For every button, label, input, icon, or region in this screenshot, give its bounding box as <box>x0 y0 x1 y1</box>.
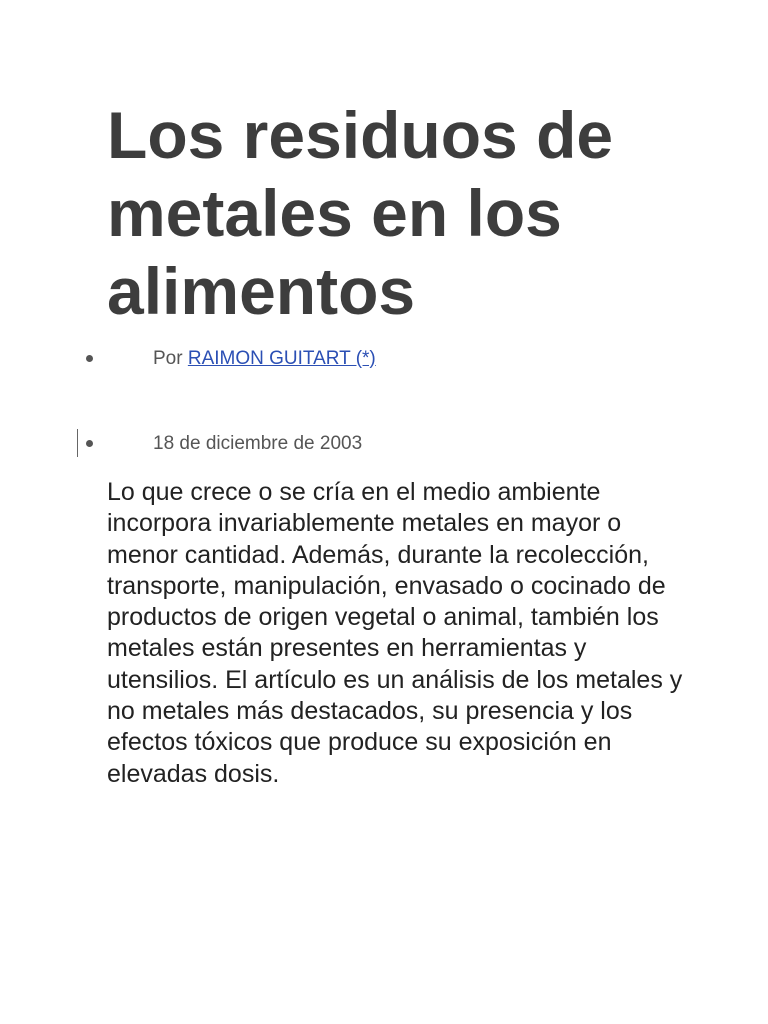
article-title: Los residuos de metales en los alimentos <box>107 98 614 328</box>
bullet-icon <box>86 440 93 447</box>
byline-prefix: Por <box>153 348 188 369</box>
date-item <box>0 432 768 456</box>
byline-item <box>0 347 768 371</box>
author-link[interactable]: RAIMON GUITART (*) <box>187 348 376 369</box>
text-cursor-icon <box>77 429 78 457</box>
article-lead: Lo que crece o se cría en el medio ambiente incorpora invariablemente metales en mayor o menor cantidad. Además, durante la recolección, transporte, manipulación, envasado o cocinado de productos de origen vegetal o animal, también los metales están presentes en herramientas y utensilios. El artículo es un análisis de los metales y no metales más destacados, su presencia y los efectos tóxicos que produce su exposición en elevadas dosis. <box>107 478 683 788</box>
byline <box>153 347 376 371</box>
bullet-icon <box>86 355 93 362</box>
publish-date: 18 de diciembre de 2003 <box>153 433 363 454</box>
